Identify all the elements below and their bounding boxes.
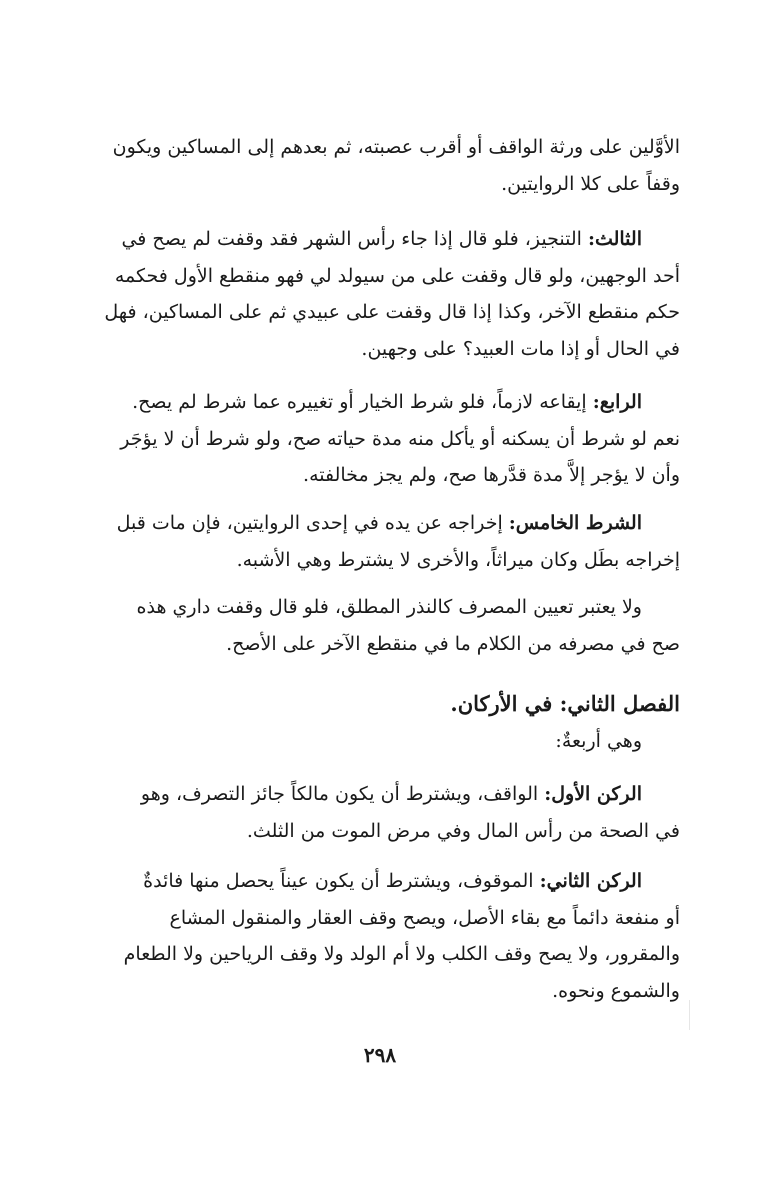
text-line: حكم منقطع الآخر، وكذا إذا قال وقفت على عبيدي ثم على المساكين، فهل <box>104 301 680 323</box>
text-line-body: إيقاعه لازماً، فلو شرط الخيار أو تغييره عما شرط لم يصح. <box>132 391 587 413</box>
text-line: والمقرور، ولا يصح وقف الكلب ولا أم الولد ولا وقف الرياحين ولا الطعام <box>123 943 680 965</box>
paragraph-continuation <box>84 129 680 202</box>
text-line <box>84 863 680 900</box>
text-line <box>84 776 680 813</box>
text-line-body: التنجيز، فلو قال إذا جاء رأس الشهر فقد وقفت لم يصح في <box>121 228 582 250</box>
text-line-body: الواقف، ويشترط أن يكون مالكاً جائز التصرف، وهو <box>140 783 539 805</box>
paragraph-destination <box>84 589 680 662</box>
paragraph-label: الركن الأول: <box>544 783 642 805</box>
text-line-body: إخراجه عن يده في إحدى الروايتين، فإن مات قبل <box>116 512 503 534</box>
text-line: في الصحة من رأس المال وفي مرض الموت من الثلث. <box>246 819 680 842</box>
text-line: أحد الوجهين، ولو قال وقفت على من سيولد لي فهو منقطع الأول فحكمه <box>114 264 680 287</box>
text-line: ولا يعتبر تعيين المصرف كالنذر المطلق، فلو قال وقفت داري هذه <box>136 596 642 618</box>
text-line: وقفاً على كلا الروايتين. <box>501 172 680 195</box>
section-heading: الفصل الثاني: في الأركان. <box>450 691 680 716</box>
section-intro: وهي أربعةٌ: <box>555 729 642 752</box>
text-line: والشموع ونحوه. <box>552 979 680 1002</box>
paragraph-label: الركن الثاني: <box>539 870 642 892</box>
paragraph-pillar-two <box>84 863 680 1009</box>
page-number: ٢٩٨ <box>363 1043 397 1067</box>
text-line: نعم لو شرط أن يسكنه أو يأكل منه مدة حياته صح، ولو شرط أن لا يؤجَر <box>120 427 680 450</box>
text-line <box>84 384 680 421</box>
section-heading-block <box>84 686 680 759</box>
paragraph-label: الثالث: <box>587 228 642 250</box>
paragraph-label: الشرط الخامس: <box>508 512 642 534</box>
paragraph-fourth <box>84 384 680 494</box>
text-line: وأن لا يؤجر إلاَّ مدة قدَّرها صح، ولم يجز مخالفته. <box>303 464 680 486</box>
paragraph-label: الرابع: <box>592 391 642 413</box>
paragraph-third <box>84 221 680 367</box>
text-line-body: الموقوف، ويشترط أن يكون عيناً يحصل منها فائدةٌ <box>143 870 534 892</box>
text-line: أو منفعة دائماً مع بقاء الأصل، ويصح وقف العقار والمنقول المشاع <box>169 906 680 929</box>
text-line <box>84 505 680 542</box>
text-line <box>84 221 680 258</box>
text-line: صح في مصرفه من الكلام ما في منقطع الآخر على الأصح. <box>226 632 680 655</box>
scan-margin-mark <box>689 1000 690 1030</box>
paragraph-fifth-condition <box>84 505 680 578</box>
text-line: الأوَّلين على ورثة الواقف أو أقرب عصبته، ثم بعدهم إلى المساكين ويكون <box>112 136 680 158</box>
text-line: إخراجه بطَل وكان ميراثاً، والأخرى لا يشترط وهي الأشبه. <box>236 548 680 571</box>
paragraph-pillar-one <box>84 776 680 849</box>
text-line: في الحال أو إذا مات العبيد؟ على وجهين. <box>361 337 680 360</box>
